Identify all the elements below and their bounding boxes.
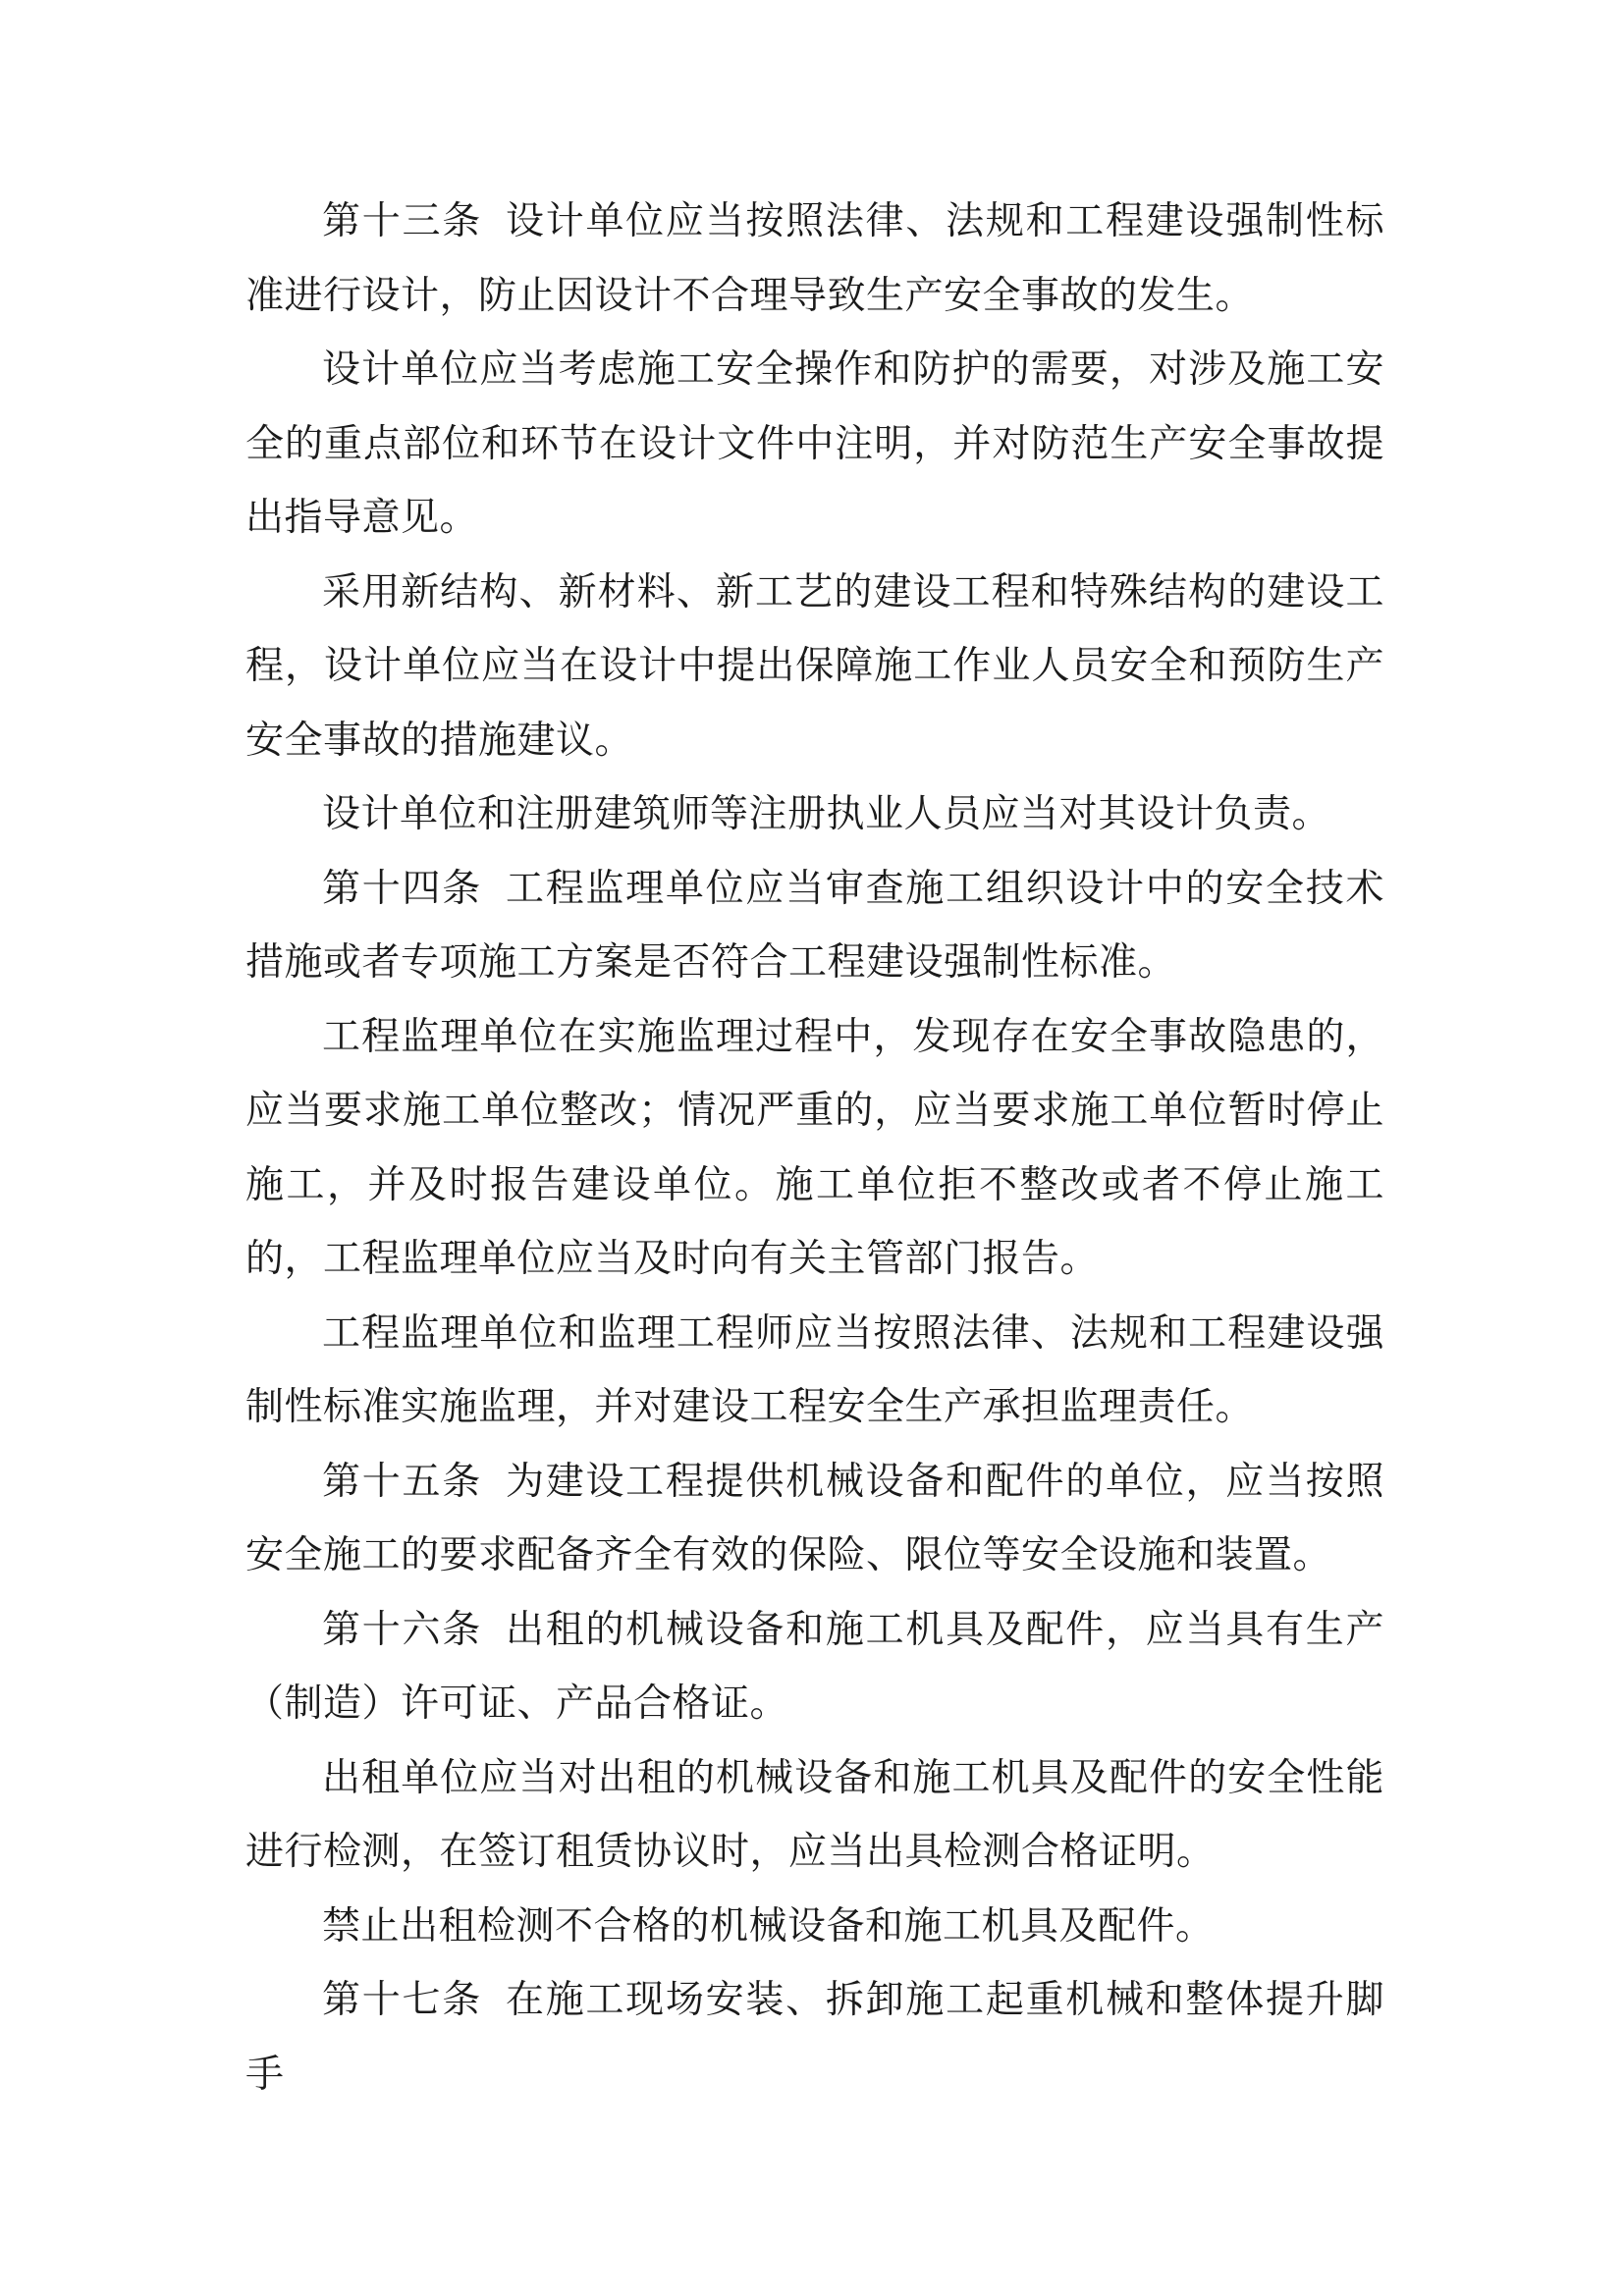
paragraph-text: 设计单位应当按照法律、法规和工程建设强制性标准进行设计，防止因设计不合理导致生产安全事故的发生。 bbox=[245, 199, 1384, 318]
paragraph-article-15 bbox=[245, 1445, 1384, 1593]
article-heading: 第十五条 bbox=[322, 1459, 482, 1504]
paragraph-text: 为建设工程提供机械设备和配件的单位，应当按照安全施工的要求配备齐全有效的保险、限位等安全设施和装置。 bbox=[245, 1459, 1384, 1577]
article-heading: 第十三条 bbox=[322, 199, 482, 243]
paragraph-text: 设计单位和注册建筑师等注册执业人员应当对其设计负责。 bbox=[322, 792, 1331, 836]
paragraph-article-14 bbox=[245, 852, 1384, 1000]
paragraph bbox=[245, 1890, 1384, 1964]
paragraph-text: 采用新结构、新材料、新工艺的建设工程和特殊结构的建设工程，设计单位应当在设计中提出保障施工作业人员安全和预防生产安全事故的措施建议。 bbox=[245, 569, 1384, 763]
article-heading: 第十六条 bbox=[322, 1607, 482, 1652]
paragraph-article-17 bbox=[245, 1963, 1384, 2111]
paragraph bbox=[245, 556, 1384, 778]
paragraph-text: 工程监理单位和监理工程师应当按照法律、法规和工程建设强制性标准实施监理，并对建设工程安全生产承担监理责任。 bbox=[245, 1310, 1384, 1429]
paragraph-text: 出租的机械设备和施工机具及配件，应当具有生产（制造）许可证、产品合格证。 bbox=[245, 1607, 1384, 1726]
paragraph bbox=[245, 1000, 1384, 1297]
paragraph bbox=[245, 1297, 1384, 1445]
paragraph-text: 出租单位应当对出租的机械设备和施工机具及配件的安全性能进行检测，在签订租赁协议时，应当出具检测合格证明。 bbox=[245, 1755, 1384, 1874]
paragraph bbox=[245, 777, 1384, 852]
paragraph bbox=[245, 1741, 1384, 1890]
paragraph-text: 工程监理单位应当审查施工组织设计中的安全技术措施或者专项施工方案是否符合工程建设强制性标准。 bbox=[245, 866, 1384, 985]
article-heading: 第十七条 bbox=[322, 1978, 482, 2022]
paragraph-text: 在施工现场安装、拆卸施工起重机械和整体提升脚手 bbox=[245, 1978, 1384, 2097]
document-body bbox=[245, 185, 1384, 2111]
paragraph-article-13 bbox=[245, 185, 1384, 333]
paragraph bbox=[245, 333, 1384, 556]
paragraph-text: 工程监理单位在实施监理过程中，发现存在安全事故隐患的，应当要求施工单位整改；情况严重的，应当要求施工单位暂时停止施工，并及时报告建设单位。施工单位拒不整改或者不停止施工的，工程监理单位应当及时向有关主管部门报告。 bbox=[245, 1014, 1384, 1281]
paragraph-text: 设计单位应当考虑施工安全操作和防护的需要，对涉及施工安全的重点部位和环节在设计文件中注明，并对防范生产安全事故提出指导意见。 bbox=[245, 347, 1384, 540]
paragraph-text: 禁止出租检测不合格的机械设备和施工机具及配件。 bbox=[322, 1903, 1215, 1949]
article-heading: 第十四条 bbox=[322, 866, 482, 911]
paragraph-article-16 bbox=[245, 1593, 1384, 1741]
